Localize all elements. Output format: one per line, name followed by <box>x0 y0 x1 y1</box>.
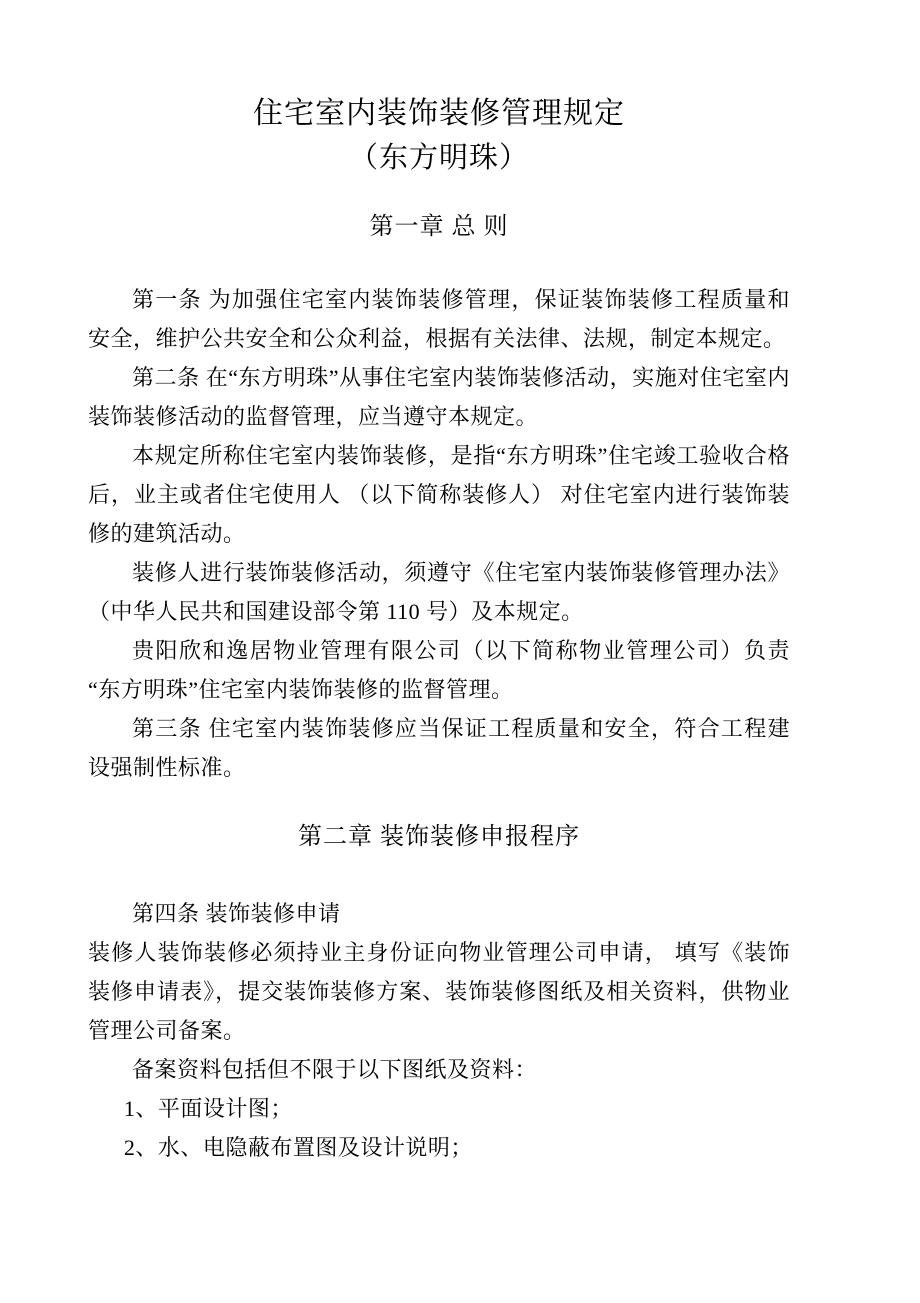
paragraph-property-company: 贵阳欣和逸居物业管理有限公司（以下简称物业管理公司）负责“东方明珠”住宅室内装饰装修的监督管理。 <box>88 638 790 702</box>
paragraph-definition: 本规定所称住宅室内装饰装修，是指“东方明珠”住宅竣工验收合格后，业主或者住宅使用人 （以下简称装修人） 对住宅室内进行装饰装修的建筑活动。 <box>88 443 790 546</box>
paragraph-article-3: 第三条 住宅室内装饰装修应当保证工程质量和安全，符合工程建设强制性标准。 <box>88 716 790 780</box>
chapter-2-heading: 第二章 装饰装修申报程序 <box>298 824 580 850</box>
paragraph-application-requirements: 装修人装饰装修必须持业主身份证向物业管理公司申请， 填写《装饰装修申请表》，提交装饰装修方案、装饰装修图纸及相关资料，供物业管理公司备案。 <box>88 940 790 1043</box>
paragraph-regulation-reference: 装修人进行装饰装修活动，须遵守《住宅室内装饰装修管理办法》 （中华人民共和国建设部令第 110 号）及本规定。 <box>88 560 790 624</box>
paragraph-article-4: 第四条 装饰装修申请 <box>132 901 341 926</box>
paragraph-article-2: 第二条 在“东方明珠”从事住宅室内装饰装修活动，实施对住宅室内装饰装修活动的监督管理，应当遵守本规定。 <box>88 365 790 429</box>
paragraph-article-1: 第一条 为加强住宅室内装饰装修管理，保证装饰装修工程质量和安全，维护公共安全和公众利益，根据有关法律、法规，制定本规定。 <box>88 287 790 351</box>
list-item-2: 2、水、电隐蔽布置图及设计说明； <box>123 1135 473 1160</box>
paragraph-filing-materials-intro: 备案资料包括但不限于以下图纸及资料： <box>132 1057 538 1082</box>
document-subtitle: （东方明珠） <box>348 142 529 174</box>
chapter-1-heading: 第一章 总 则 <box>369 214 509 240</box>
document-title: 住宅室内装饰装修管理规定 <box>253 97 625 130</box>
list-item-1: 1、平面设计图； <box>123 1096 293 1121</box>
